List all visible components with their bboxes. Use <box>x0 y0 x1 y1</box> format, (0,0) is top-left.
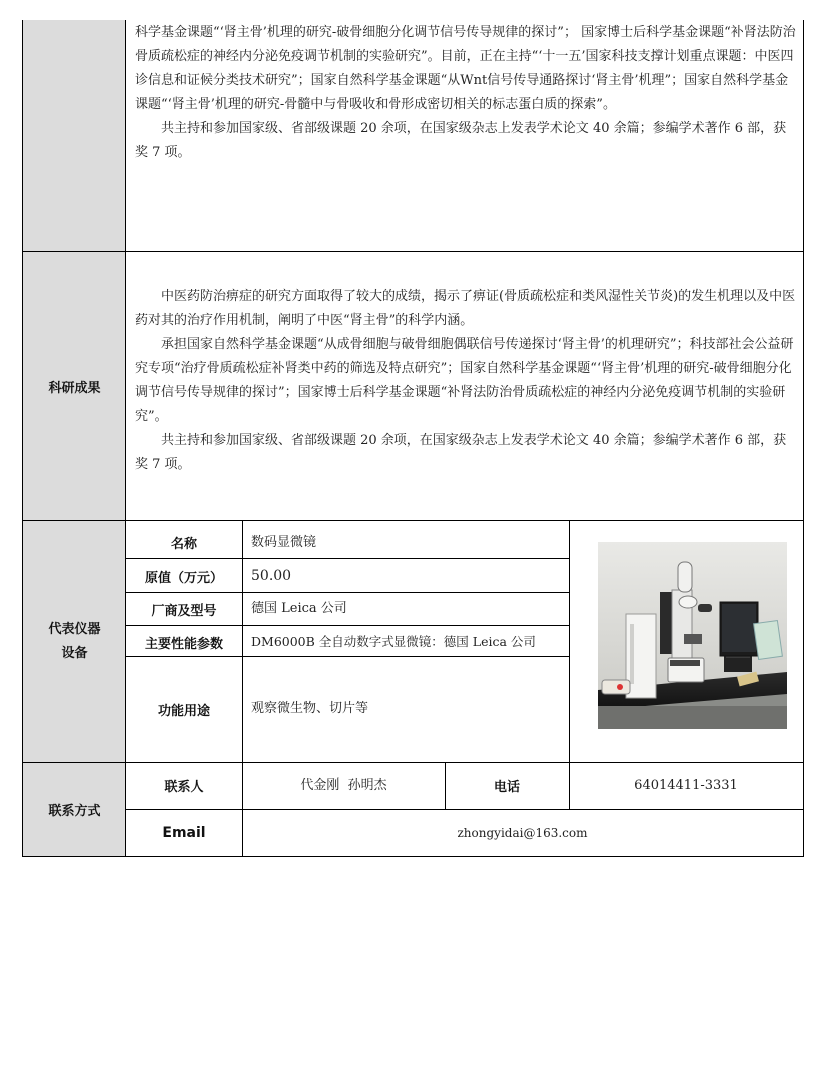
grid-line <box>126 809 804 810</box>
contact-email-label: Email <box>162 825 206 841</box>
contact-person-label: 联系人 <box>164 780 204 795</box>
grid-line <box>803 20 804 857</box>
instrument-row-use-value: 观察微生物、切片等 <box>251 701 369 716</box>
instrument-row-price-value: 50.00 <box>251 568 292 584</box>
grid-line <box>22 20 23 857</box>
contact-label-cell <box>23 762 126 857</box>
top-paragraph-2: 共主持和参加国家级、省部级课题 20 余项，在国家级杂志上发表学术论文 40 余篇；参编学术著作 6 部，获奖 7 项。 <box>135 121 787 160</box>
research-label: 科研成果 <box>48 380 101 396</box>
top-label-cell <box>23 20 126 251</box>
research-paragraph-1: 中医药防治痹症的研究方面取得了较大的成绩，揭示了痹证(骨质疏松症和类风湿性关节炎)的发生机理以及中医药对其的治疗作用机制，阐明了中医“肾主骨”的科学内涵。 <box>135 289 796 328</box>
instrument-row-name-label: 名称 <box>170 537 197 552</box>
grid-line <box>445 762 446 809</box>
contact-email-value: zhongyidai@163.com <box>457 826 588 840</box>
instrument-row-spec-value: DM6000B 全自动数字式显微镜：德国 Leica 公司 <box>251 634 536 649</box>
grid-line <box>126 558 569 559</box>
microscope-photo <box>598 542 787 729</box>
grid-line <box>23 520 804 521</box>
research-paragraph-2: 承担国家自然科学基金课题“从成骨细胞与破骨细胞偶联信号传递探讨‘肾主骨’的机理研究”；科技部社会公益研究专项“治疗骨质疏松症补肾类中药的筛选及特点研究”；国家自然科学基金课题“‘肾主骨’机理的研究-破骨细胞分化调节信号传导规律的探讨”；国家博士后科学基金课题“补肾法防治骨质疏松症的神经内分泌免疫调节机制的实验研究”。 <box>135 337 794 424</box>
contact-label: 联系方式 <box>48 804 101 819</box>
instrument-row-name-value: 数码显微镜 <box>251 534 317 550</box>
research-section-text <box>135 285 797 477</box>
research-label-cell <box>23 251 126 521</box>
grid-line <box>126 592 569 593</box>
grid-line <box>569 520 570 809</box>
instrument-label-line1: 代表仪器 <box>48 621 101 637</box>
grid-line <box>126 656 569 657</box>
contact-phone-value: 64014411-3331 <box>634 777 738 793</box>
instrument-row-maker-label: 厂商及型号 <box>151 603 217 619</box>
grid-line <box>23 762 804 763</box>
instrument-row-price-label: 原值（万元） <box>144 570 223 586</box>
grid-line <box>242 520 243 857</box>
top-paragraph-1: 科学基金课题“‘肾主骨’机理的研究-破骨细胞分化调节信号传导规律的探讨”； 国家博士后科学基金课题“补肾法防治骨质疏松症的神经内分泌免疫调节机制的实验研究”。目前，正在主持“‘十一五’国家科技支撑计划重点课题：中医四诊信息和证候分类技术研究”；国家自然科学基金课题“从Wnt信号传导通路探讨‘肾主骨’机理”；国家自然科学基金课题“‘肾主骨’机理的研究-骨髓中与骨吸收和骨形成密切相关的标志蛋白质的探索”。 <box>135 25 796 112</box>
contact-person-value: 代金刚 孙明杰 <box>300 777 387 793</box>
instrument-row-maker-value: 德国 Leica 公司 <box>251 601 347 616</box>
instrument-label-cell <box>23 521 126 762</box>
grid-line <box>23 856 804 857</box>
contact-phone-label: 电话 <box>493 780 520 795</box>
instrument-row-use-label: 功能用途 <box>157 703 210 719</box>
instrument-row-spec-label: 主要性能参数 <box>144 636 223 652</box>
instrument-label-line2: 设备 <box>61 645 88 661</box>
research-paragraph-3: 共主持和参加国家级、省部级课题 20 余项，在国家级杂志上发表学术论文 40 余篇；参编学术著作 6 部，获奖 7 项。 <box>135 433 787 472</box>
grid-line <box>125 20 126 857</box>
grid-line <box>126 625 569 626</box>
grid-line <box>23 251 804 252</box>
top-section-text <box>135 21 797 165</box>
